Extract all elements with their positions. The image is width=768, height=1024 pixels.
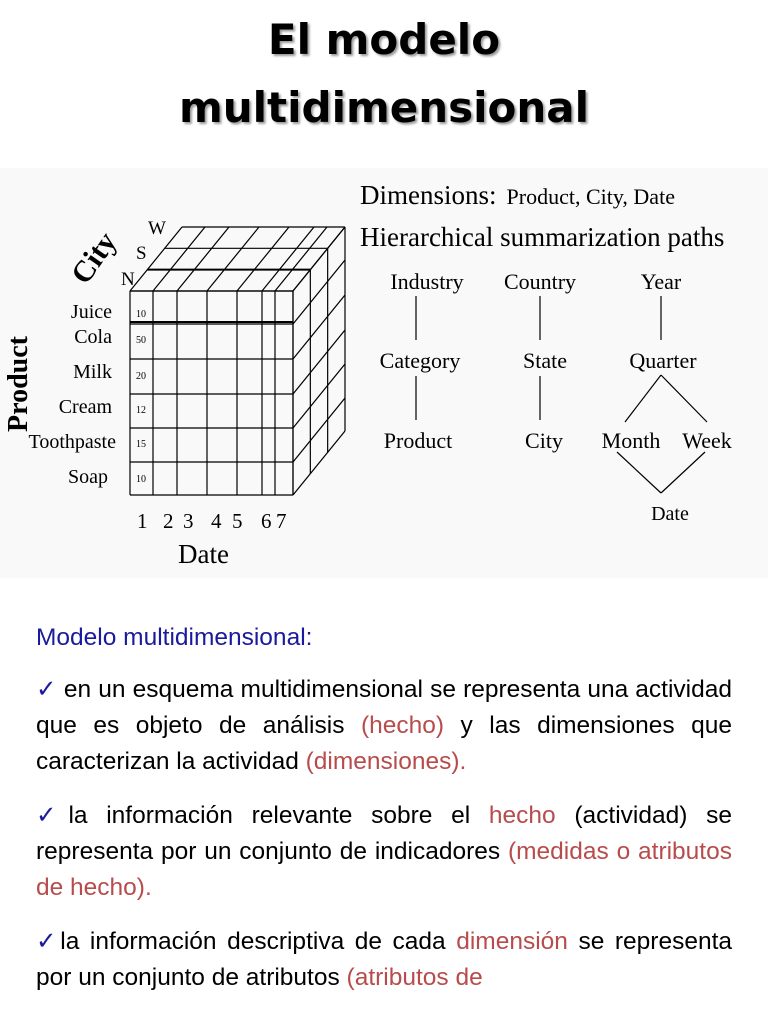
slide-body — [36, 620, 732, 1014]
cube-grid-line — [207, 227, 259, 291]
p3-text-a: la información descriptiva de cada — [60, 928, 457, 955]
p2-highlight-hecho: hecho — [488, 802, 556, 829]
p1-text-c: y las dimensiones que caracterizan la actividad — [36, 712, 732, 775]
p3-text-c: se representa por un conjunto de atributos — [36, 928, 733, 991]
checkmark-icon: ✓ — [36, 802, 69, 829]
p1-highlight-dimensiones: (dimensiones). — [305, 748, 467, 775]
city-axis-label: City — [64, 226, 124, 291]
p3-highlight-dimension: dimensión — [456, 928, 568, 955]
hierarchy-product: Product — [383, 428, 453, 453]
section-heading: Modelo multidimensional: — [36, 624, 313, 651]
date-tick-1: 1 — [137, 509, 148, 533]
date-tick-4: 4 — [211, 509, 222, 533]
date-tick-5: 5 — [232, 509, 243, 533]
cell-value: 20 — [136, 371, 146, 382]
date-tick-3: 3 — [183, 509, 194, 533]
dimensions-header — [360, 180, 675, 210]
date-tick-6: 6 — [261, 509, 272, 533]
date-axis-label: Date — [178, 539, 229, 569]
hierarchy-year: Year — [640, 269, 682, 294]
checkmark-icon: ✓ — [36, 676, 57, 703]
dimensions-label: Dimensions: — [360, 180, 497, 210]
slide-title — [0, 6, 768, 142]
dimensions-list: Product, City, Date — [506, 184, 675, 209]
bullet-paragraph-1 — [36, 672, 732, 780]
hierarchy-city: City — [525, 428, 563, 453]
date-tick-2: 2 — [163, 509, 174, 533]
city-value-n: N — [121, 269, 135, 290]
multidimensional-cube-figure — [0, 168, 768, 578]
cube-grid-line — [293, 431, 345, 495]
bullet-paragraph-2 — [36, 798, 732, 906]
checkmark-icon: ✓ — [36, 928, 61, 955]
cell-value: 15 — [136, 439, 146, 450]
product-axis-label: Product — [3, 336, 34, 432]
p1-text-a: en un esquema multidimensional se representa una actividad que es objeto de análisis — [36, 676, 732, 739]
title-line-2: multidimensional — [178, 83, 590, 132]
cube-grid — [130, 227, 345, 495]
product-juice: Juice — [70, 301, 112, 323]
hierarchy-week: Week — [682, 428, 732, 453]
p3-highlight-atributos: (atributos de — [346, 964, 483, 991]
product-toothpaste: Toothpaste — [28, 431, 116, 453]
city-value-s: S — [136, 243, 147, 264]
cube-grid-line — [293, 398, 345, 462]
hierarchy-date: Date — [651, 503, 689, 525]
cube-grid-line — [293, 330, 345, 394]
cube-grid-line — [237, 227, 289, 291]
cell-value: 12 — [136, 405, 146, 416]
hierarchy-industry: Industry — [390, 269, 464, 294]
product-milk: Milk — [73, 361, 112, 383]
cell-value: 10 — [136, 474, 146, 485]
hierarchical-paths-label: Hierarchical summarization paths — [360, 222, 725, 252]
product-cream: Cream — [58, 396, 112, 418]
hierarchy-month: Month — [601, 428, 661, 453]
hierarchy-quarter: Quarter — [629, 348, 697, 373]
bullet-paragraph-3 — [36, 924, 732, 996]
product-cola: Cola — [74, 326, 112, 348]
p2-text-a: la información relevante sobre el — [68, 802, 489, 829]
cell-value: 50 — [136, 335, 146, 346]
cube-diagram — [0, 168, 768, 578]
hierarchy-country: Country — [503, 269, 577, 294]
cube-grid-line — [293, 364, 345, 428]
p2-highlight-medidas: (medidas o atributos de hecho). — [36, 838, 732, 901]
cube-grid-line — [177, 227, 229, 291]
cell-value: 10 — [136, 309, 146, 320]
p2-text-c: (actividad) se representa por un conjunto de indicadores — [36, 802, 732, 865]
hierarchy-category: Category — [379, 348, 461, 373]
p1-highlight-hecho: (hecho) — [360, 712, 445, 739]
cube-grid-line — [262, 227, 314, 291]
title-line-1: El modelo — [267, 15, 501, 64]
cube-grid-line — [293, 295, 345, 359]
city-value-w: W — [148, 218, 166, 239]
hierarchy-connectors — [416, 296, 707, 493]
date-tick-7: 7 — [276, 509, 287, 533]
hierarchy-state: State — [523, 348, 567, 373]
product-soap: Soap — [68, 466, 108, 488]
